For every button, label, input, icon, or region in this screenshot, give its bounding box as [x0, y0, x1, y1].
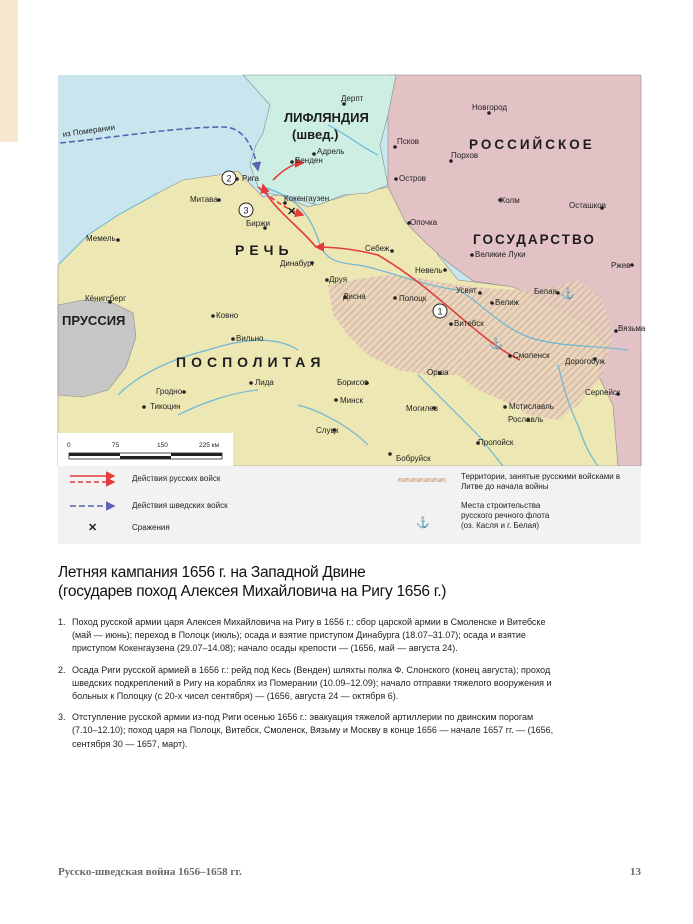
svg-text:ПОСПОЛИТАЯ: ПОСПОЛИТАЯ — [176, 354, 326, 370]
svg-text:Мемель: Мемель — [86, 234, 116, 243]
svg-text:Вязьма: Вязьма — [618, 324, 646, 333]
map-legend — [58, 466, 641, 544]
svg-text:2: 2 — [226, 173, 232, 184]
svg-text:Адрель: Адрель — [317, 147, 345, 156]
map-canvas — [58, 75, 646, 466]
legend-russian: Действия русских войск — [132, 474, 221, 483]
svg-text:75: 75 — [112, 442, 120, 449]
svg-text:✕: ✕ — [88, 522, 98, 534]
svg-text:0: 0 — [67, 442, 71, 449]
svg-text:Биржи: Биржи — [246, 219, 270, 228]
legend-fleet: Места строительства русского речного флота (оз. Касля и г. Белая) — [461, 501, 550, 530]
footer-title: Русско-шведская война 1656–1658 гг. — [58, 866, 242, 878]
svg-text:3: 3 — [243, 205, 249, 216]
note-text: Поход русской армии царя Алексея Михайловича на Ригу в 1656 г.: сбор царской армии в Смоленске и Витебске (май — июнь); переход в Полоцк (июль); осада и взятие приступом Динабурга (18.07–31.07); осада и взятие приступом Кокенгаузена (29.07–14.08); начало осады крепости — (1656, май — августа 24). — [72, 617, 546, 654]
svg-text:Остров: Остров — [399, 174, 427, 183]
note-item — [58, 664, 558, 704]
marker-1 — [433, 304, 447, 318]
svg-text:Венден: Венден — [295, 156, 323, 165]
svg-text:Новгород: Новгород — [472, 103, 508, 112]
svg-text:150: 150 — [157, 442, 168, 449]
svg-text:Велиж: Велиж — [495, 298, 520, 307]
svg-text:⚓: ⚓ — [416, 517, 430, 529]
svg-text:Опочка: Опочка — [410, 218, 438, 227]
caption-subtitle: (государев поход Алексея Михайловича на Ригу 1656 г.) — [58, 583, 447, 600]
svg-text:Рославль: Рославль — [508, 415, 544, 424]
svg-text:Мстиславль: Мстиславль — [509, 402, 554, 411]
legend-swedish: Действия шведских войск — [132, 501, 228, 510]
svg-text:Могилев: Могилев — [406, 404, 438, 413]
legend-territories: Территории, занятые русскими войсками в Литве до начала войны — [461, 472, 621, 491]
svg-text:Серпейск: Серпейск — [585, 388, 621, 397]
legend-battles: Сражения — [132, 523, 170, 532]
pomerania-label: из Померании — [62, 122, 116, 139]
svg-text:Лида: Лида — [255, 378, 274, 387]
svg-text:Вильно: Вильно — [236, 334, 264, 343]
svg-text:Гродно: Гродно — [156, 387, 183, 396]
page-number: 13 — [630, 866, 641, 878]
svg-text:Порхов: Порхов — [451, 151, 479, 160]
svg-text:Невель: Невель — [415, 266, 443, 275]
notes-list — [58, 616, 558, 759]
fleet-anchor-icon: ⚓ — [489, 338, 503, 350]
svg-text:Ржев: Ржев — [611, 261, 631, 270]
svg-text:Кокенгаузен: Кокенгаузен — [284, 194, 330, 203]
battle-marker: ✕ — [287, 206, 297, 218]
note-number: 3. — [58, 712, 66, 723]
svg-text:Осташков: Осташков — [569, 201, 606, 210]
side-tab — [0, 0, 18, 142]
note-number: 2. — [58, 664, 66, 675]
svg-text:Минск: Минск — [340, 396, 364, 405]
caption-title: Летняя кампания 1656 г. на Западной Двине — [58, 564, 366, 581]
svg-text:Кёнигсберг: Кёнигсберг — [85, 294, 127, 303]
svg-text:Дорогобуж: Дорогобуж — [565, 357, 605, 366]
map-caption — [58, 563, 658, 601]
svg-text:Митава: Митава — [190, 195, 218, 204]
svg-text:Витебск: Витебск — [454, 319, 484, 328]
svg-text:Дисна: Дисна — [343, 292, 366, 301]
note-item — [58, 711, 558, 751]
svg-text:Ковно: Ковно — [216, 311, 239, 320]
svg-text:ПРУССИЯ: ПРУССИЯ — [62, 313, 126, 328]
svg-text:Себеж: Себеж — [365, 244, 390, 253]
svg-text:Смоленск: Смоленск — [513, 351, 550, 360]
fleet-anchor-icon: ⚓ — [561, 288, 575, 300]
svg-text:Пропойск: Пропойск — [478, 438, 514, 447]
note-number: 1. — [58, 617, 66, 627]
svg-text:Тикоцин: Тикоцин — [150, 402, 181, 411]
svg-text:1: 1 — [437, 306, 443, 317]
svg-text:РЕЧЬ: РЕЧЬ — [235, 242, 294, 258]
page-footer — [58, 866, 641, 882]
svg-text:Рига: Рига — [242, 174, 259, 183]
svg-text:ЛИФЛЯНДИЯ: ЛИФЛЯНДИЯ — [284, 110, 369, 125]
marker-3 — [239, 203, 253, 217]
svg-text:Друя: Друя — [329, 275, 348, 284]
scale-bar — [58, 433, 233, 466]
svg-text:Усвят: Усвят — [456, 286, 477, 295]
map — [58, 75, 646, 466]
svg-text:Слуцк: Слуцк — [316, 426, 339, 435]
svg-text:225 км: 225 км — [199, 442, 219, 449]
note-item — [58, 616, 558, 656]
svg-text:Псков: Псков — [397, 137, 420, 146]
note-text: Осада Риги русской армией в 1656 г.: рейд под Кесь (Венден) шляхты полка Ф. Слонского (конец августа); проход шведских подкреплений в Ригу на кораблях из Померании (10.09–12.09); начало отправки тяжелого вооружения и больных к Полоцку (с 20-х чисел сентября) — (1656, августа 24 — октября 6). — [72, 664, 552, 702]
svg-text:ГОСУДАРСТВО: ГОСУДАРСТВО — [473, 232, 596, 247]
svg-text:Орша: Орша — [427, 368, 449, 377]
marker-2 — [222, 171, 236, 185]
note-text: Отступление русской армии из-под Риги осенью 1656 г.: эвакуация тяжелой артиллерии по двинским порогам (7.10–12.10); поход царя на Полоцк, Витебск, Смоленск, Вязьму и Москву в конце 1656 — начале 1657 гг. — (1656, сентября 30 — 1657, март). — [72, 712, 554, 749]
svg-text:Великие Луки: Великие Луки — [475, 250, 526, 259]
svg-text:(швед.): (швед.) — [292, 127, 339, 142]
svg-text:Динабург: Динабург — [280, 259, 315, 268]
svg-text:Белая: Белая — [534, 287, 557, 296]
svg-text:Борисов: Борисов — [337, 378, 369, 387]
svg-text:Полоцк: Полоцк — [399, 294, 427, 303]
svg-text:Холм: Холм — [500, 196, 520, 205]
svg-text:РОССИЙСКОЕ: РОССИЙСКОЕ — [469, 137, 595, 152]
svg-text:Бобруйск: Бобруйск — [396, 454, 431, 463]
svg-text:Дерпт: Дерпт — [341, 94, 364, 103]
